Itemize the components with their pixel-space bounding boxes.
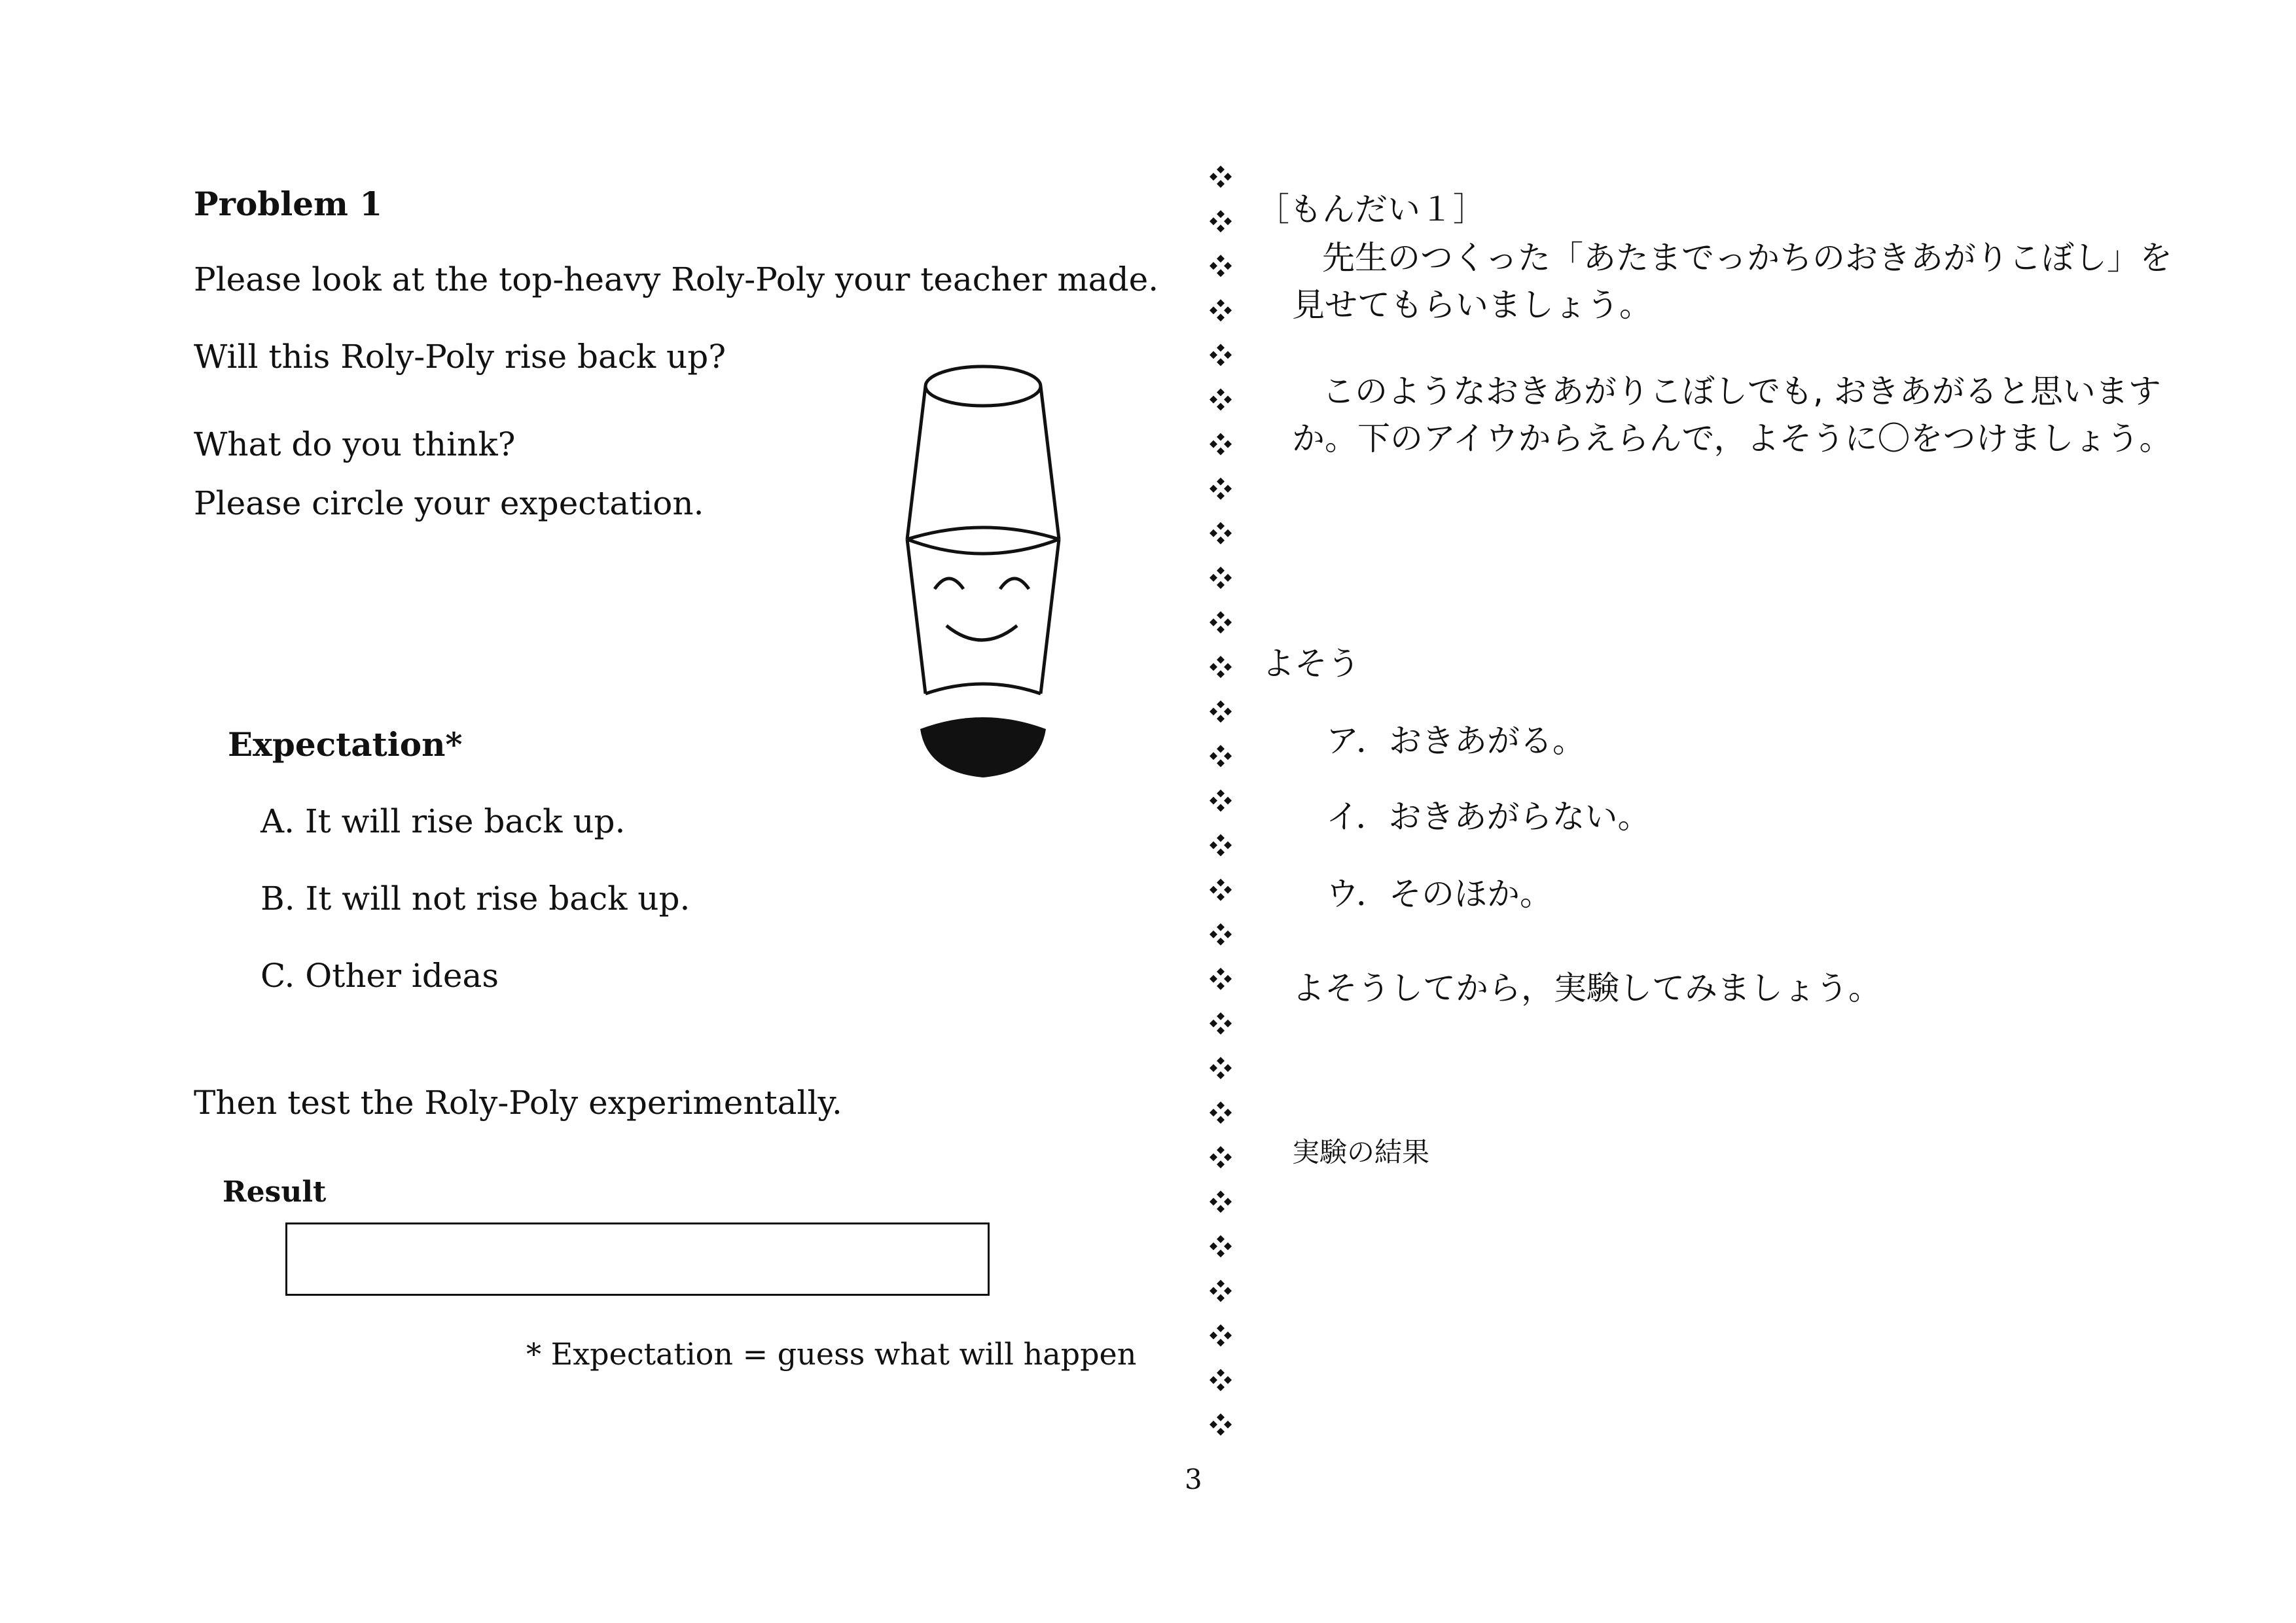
expectation-heading: Expectation*: [228, 725, 463, 764]
diamond-ornament-icon: [1210, 433, 1232, 455]
diamond-ornament-icon: [1210, 567, 1232, 589]
diamond-ornament-icon: [1210, 1190, 1232, 1213]
toy-weighted-bottom: [920, 717, 1046, 777]
jp-yosou-heading: よそう: [1262, 645, 1360, 683]
toy-upper-left-edge: [907, 386, 925, 539]
test-instruction: Then test the Roly-Poly experimentally.: [194, 1084, 842, 1122]
diamond-ornament-icon: [1210, 255, 1232, 277]
option-b[interactable]: B. It will not rise back up.: [260, 880, 691, 918]
jp-option-u[interactable]: ウ．そのほか。: [1326, 875, 1552, 913]
diamond-ornament-icon: [1210, 344, 1232, 366]
option-a[interactable]: A. It will rise back up.: [260, 802, 626, 840]
diamond-ornament-icon: [1210, 656, 1232, 678]
toy-left-eye: [935, 579, 963, 589]
diamond-ornament-icon: [1210, 1235, 1232, 1257]
diamond-ornament-icon: [1210, 1325, 1232, 1347]
jp-result-label: 実験の結果: [1292, 1136, 1430, 1168]
jp-option-a[interactable]: ア．おきあがる。: [1326, 722, 1585, 760]
diamond-ornament-icon: [1210, 210, 1232, 232]
diamond-ornament-icon: [1210, 968, 1232, 990]
diamond-ornament-icon: [1210, 1101, 1232, 1124]
diamond-ornament-icon: [1210, 522, 1232, 544]
toy-waist-back: [907, 527, 1059, 539]
result-label: Result: [223, 1175, 327, 1209]
diamond-ornament-icon: [1210, 789, 1232, 812]
diamond-ornament-icon: [1210, 1414, 1232, 1436]
diamond-ornament-icon: [1210, 923, 1232, 946]
diamond-ornament-icon: [1210, 1280, 1232, 1302]
jp-para2-line2: か。下のアイウからえらんで，よそうに〇をつけましょう。: [1292, 419, 2172, 457]
page-number: 3: [1185, 1463, 1202, 1495]
diamond-divider: [1204, 157, 1237, 1440]
footnote: * Expectation = guess what will happen: [526, 1336, 1137, 1372]
result-answer-box[interactable]: [285, 1222, 990, 1296]
diamond-ornament-icon: [1210, 611, 1232, 633]
diamond-ornament-icon: [1210, 389, 1232, 411]
problem-title: Problem 1: [194, 185, 383, 223]
diamond-ornament-icon: [1210, 1012, 1232, 1035]
jp-para2-line1: このようなおきあがりこぼしでも, おきあがると思います: [1322, 372, 2161, 410]
instruction-circle: Please circle your expectation.: [194, 484, 704, 522]
diamond-ornament-icon: [1210, 834, 1232, 857]
diamond-ornament-icon: [1210, 700, 1232, 722]
toy-base-band: [925, 684, 1041, 694]
toy-lower-left-edge: [907, 539, 925, 694]
jp-para1-line2: 見せてもらいましょう。: [1292, 286, 1652, 324]
instruction-look: Please look at the top-heavy Roly-Poly your teacher made.: [194, 260, 1159, 298]
diamond-ornament-icon: [1210, 745, 1232, 767]
option-c[interactable]: C. Other ideas: [260, 957, 499, 995]
toy-right-eye: [1000, 579, 1029, 589]
question-think: What do you think?: [194, 425, 516, 463]
toy-lower-right-edge: [1041, 539, 1059, 694]
diamond-ornament-icon: [1210, 879, 1232, 901]
toy-waist-front: [907, 539, 1059, 554]
roly-poly-cup-toy-illustration: [895, 359, 1072, 791]
jp-problem-title: ［もんだい１］: [1257, 190, 1486, 228]
jp-para1-line1: 先生のつくった「あたまでっかちのおきあがりこぼし」を: [1322, 239, 2172, 277]
diamond-ornament-icon: [1210, 478, 1232, 500]
diamond-ornament-icon: [1210, 1057, 1232, 1079]
toy-upper-right-edge: [1041, 386, 1059, 539]
toy-smile: [946, 626, 1017, 640]
diamond-ornament-icon: [1210, 1369, 1232, 1391]
question-rise: Will this Roly-Poly rise back up?: [194, 338, 726, 376]
diamond-ornament-icon: [1210, 166, 1232, 188]
jp-test-instruction: よそうしてから，実験してみましょう。: [1292, 969, 1881, 1007]
jp-option-i[interactable]: イ．おきあがらない。: [1326, 798, 1651, 836]
diamond-ornament-icon: [1210, 1146, 1232, 1168]
diamond-ornament-icon: [1210, 299, 1232, 321]
toy-top-rim: [925, 366, 1041, 406]
